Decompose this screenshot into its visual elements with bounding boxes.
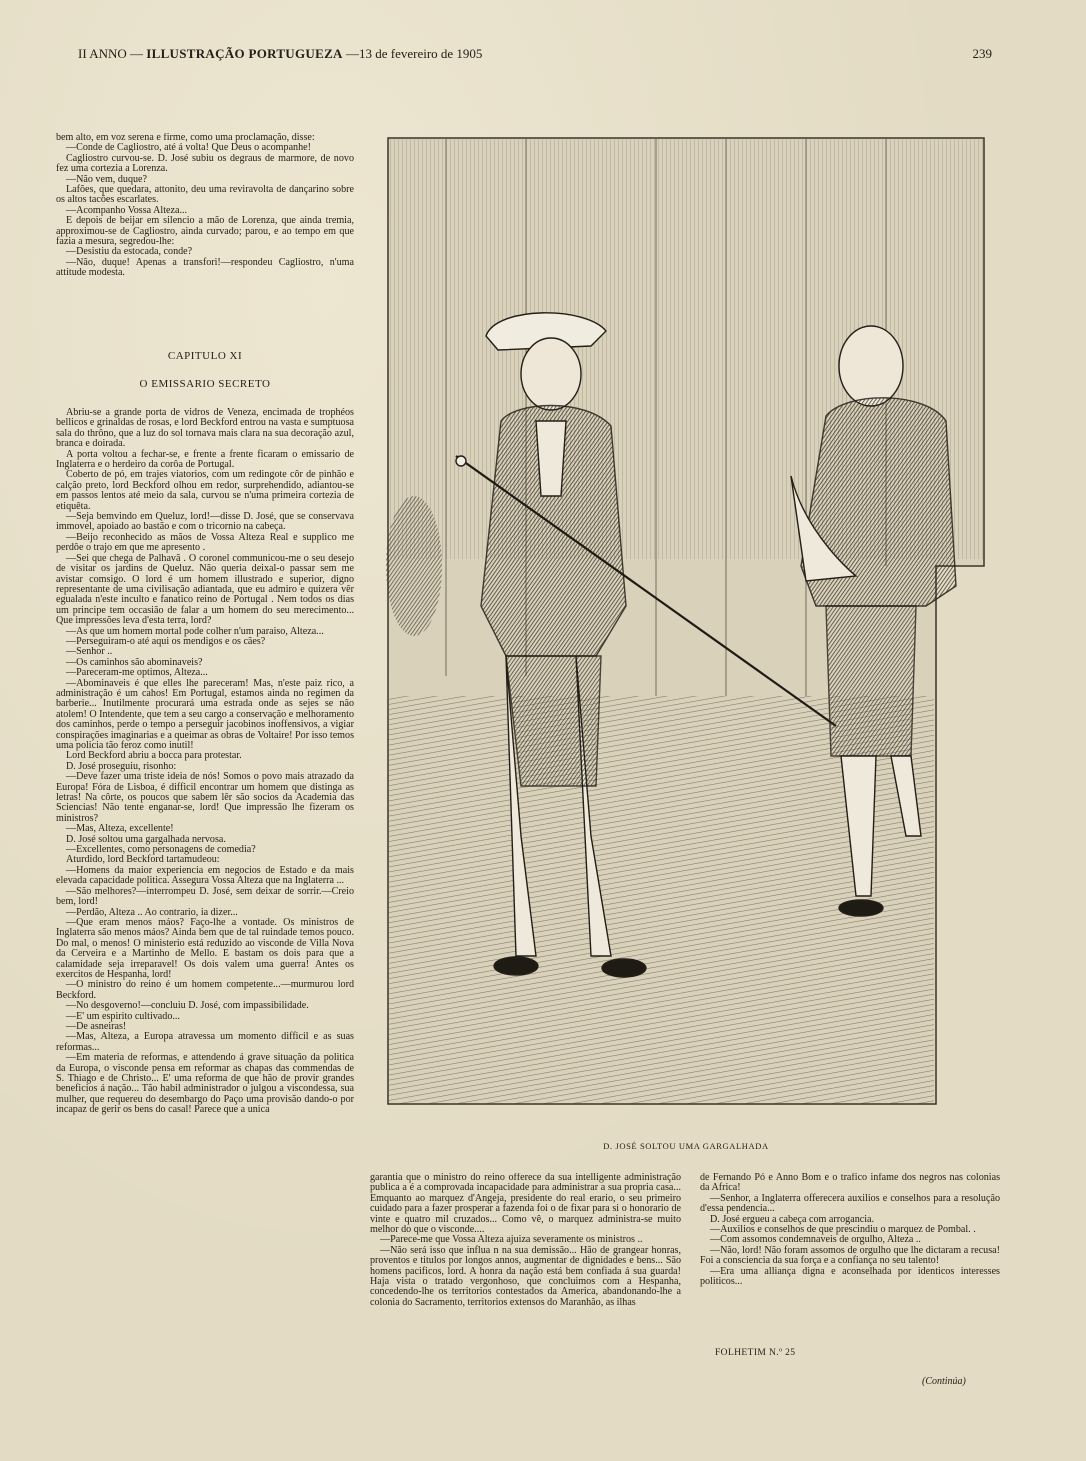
- paragraph: —Acompanho Vossa Alteza...: [66, 204, 188, 216]
- paragraph: Abriu-se a grande porta de vidros de Veneza, encimada de trophéos bellicos e grinaldas de rosas, e lord Beckford entrou na vasta e sumptuosa sala do thrôno, que a luz do sol tornava mais clara na sua decoração azul, branca e doirada.: [56, 408, 354, 450]
- paragraph: —Beijo reconhecido as mãos de Vossa Alteza Real e supplico me perdôe o trajo em que me apresento .: [56, 531, 354, 554]
- paragraph: —Os caminhos são abominaveis?: [66, 656, 203, 668]
- paragraph: —No desgoverno!—concluiu D. José, com impassibilidade.: [66, 1000, 309, 1012]
- paragraph: Lord Beckford abriu a bocca para protestar.: [66, 750, 242, 762]
- paragraph: garantia que o ministro do reino offerece da sua intelligente administração publica a é a comprovada incapacidade para administrar a sua propria casa... Emquanto ao marquez d'Angeja, presidente do real erario, o seu primeiro cuidado para a fazer prosperar a fazenda foi o de fixar para si o honorario de vinte e quatro mil cruzados... Como vê, o marquez administra-se muito melhor do que o visconde....: [370, 1173, 681, 1236]
- paragraph: Aturdido, lord Beckford tartamudeou:: [66, 854, 220, 866]
- page-number: 239: [972, 46, 992, 61]
- running-header: [78, 46, 992, 68]
- paragraph: —De asneiras!: [66, 1020, 127, 1032]
- issue-date: —13 de fevereiro de 1905: [345, 46, 483, 61]
- paragraph: —Conde de Cagliostro, até á volta! Que Deus o acompanhe!: [66, 142, 311, 154]
- column-2-text: [370, 1173, 681, 1393]
- paragraph: bem alto, em voz serena e firme, como uma proclamação, disse:: [56, 133, 315, 143]
- paragraph: —E' um espirito cultivado...: [66, 1010, 180, 1022]
- paragraph: Cagliostro curvou-se. D. José subiu os degraus de marmore, de novo fez uma cortezia a Lorenza.: [56, 152, 354, 175]
- paragraph: —Mas, Alteza, excellente!: [66, 823, 174, 835]
- paragraph: —As que um homem mortal pode colher n'um paraiso, Alteza...: [66, 625, 324, 637]
- paragraph: Coberto de pó, em trajes viatorios, com um redingote côr de pinhão e calção preto, lord Beckford olhou em redor, surprehendido, adiantou-se em passos lentos até meio da sala, curvou se n'uma primeira cortezia de etiquêta.: [56, 469, 354, 512]
- paragraph: —Não vem, duque?: [66, 173, 148, 185]
- paragraph: D. José soltou uma gargalhada nervosa.: [66, 833, 226, 845]
- paragraph: A porta voltou a fechar-se, e frente a frente ficaram o emissario de Inglaterra e o herdeiro da corôa de Portugal.: [56, 448, 354, 471]
- paragraph: —Excellentes, como personagens de comedia?: [66, 844, 256, 856]
- to-be-continued: (Continúa): [922, 1376, 966, 1387]
- illustration-caption: D. JOSÉ SOLTOU UMA GARGALHADA: [603, 1141, 769, 1151]
- column-3-text: [700, 1173, 1000, 1333]
- paragraph: —Perseguiram-o até aqui os mendigos e os cães?: [66, 635, 266, 647]
- paragraph: D. José proseguiu, risonho:: [66, 760, 177, 772]
- paragraph: —Não será isso que influa n na sua demissão... Hão de grangear honras, proventos e titulos por longos annos, augmentar de dignidades e bens... São homens pacificos, lord. A honra da nação está bem confiada á sua guarda! Haja vista o tratado vergonhoso, que concluimos com a Hespanha, concedendo-lhe os territorios contestados da America, abandonando-lhe a colonia do Sacramento, territorios extensos do Maranhão, as ilhas: [370, 1244, 681, 1308]
- illustration: [386, 136, 986, 1106]
- year-label: II ANNO —: [78, 46, 143, 61]
- paragraph: —Sei que chega de Palhavã . O coronel communicou-me o seu desejo de visitar os jardins de Queluz. Não queria deixal-o passar sem me avistar comsigo. O lord é um homem illustrado e superior, digno representante de uma civilisação adiantada, que eu admiro e quizera vêr egualada n'este inculto e fanatico reino de Portugal . Nem todos os dias um principe tem occasião de falar a um homem do seu merecimento... Que impressões leva d'esta terra, lord?: [56, 552, 354, 627]
- paragraph: de Fernando Pó e Anno Bom e o trafico infame dos negros nas colonias da Africa!: [700, 1173, 1000, 1194]
- paragraph: D. José ergueu a cabeça com arrogancia.: [710, 1213, 875, 1225]
- paragraph: —Não, lord! Não foram assomos de orgulho que lhe dictaram a recusa! Foi a consciencia da sua força e a confiança no seu talento!: [700, 1244, 1000, 1267]
- paragraph: —Homens da maior experiencia em negocios de Estado e da mais elevada capacidade politica. Assegura Vossa Alteza que na Inglaterra ...: [56, 864, 354, 887]
- paragraph: —Que eram menos máos? Faço-lhe a vontade. Os ministros de Inglaterra são menos máos? Ainda bem que de tal ruindade temos pouco. Do mal, o menos! O ministerio está reduzido ao visconde de Villa Nova da Cerveira e a Martinho de Mello. E bastam os dois para que a calamidade seja irreparavel! Os dois valem uma guerra! Antes os exercitos de Hespanha, lord!: [56, 916, 354, 980]
- paragraph: —O ministro do reino é um homem competente...—murmurou lord Beckford.: [56, 979, 354, 1001]
- paragraph: —Pareceram-me optimos, Alteza...: [66, 667, 208, 679]
- paragraph: E depois de beijar em silencio a mão de Lorenza, que ainda tremia, approximou-se de Cagliostro, ainda curvado; parou, e ao tempo em que fazia a mesura, segredou-lhe:: [56, 215, 354, 248]
- paragraph: Lafões, que quedara, attonito, deu uma reviravolta de dançarino sobre os altos tacões escarlates.: [56, 184, 354, 206]
- chair: [386, 496, 442, 636]
- paragraph: —Com assomos condemnaveis de orgulho, Alteza ..: [710, 1234, 921, 1246]
- paragraph: —Parece-me que Vossa Alteza ajuiza severamente os ministros ..: [380, 1234, 643, 1246]
- serial-number: FOLHETIM N.º 25: [715, 1348, 796, 1358]
- paragraph: —São melhores?—interrompeu D. José, sem deixar de sorrir.—Creio bem, lord!: [56, 885, 354, 908]
- column-1-main-text: [56, 408, 354, 1383]
- paragraph: —Auxilios e conselhos de que prescindiu o marquez de Pombal. .: [710, 1224, 976, 1236]
- paragraph: —Não, duque! Apenas a transfori!—respondeu Cagliostro, n'uma attitude modesta.: [56, 256, 354, 279]
- paragraph: —Deve fazer uma triste ideia de nós! Somos o povo mais atrazado da Europa! Fóra de Lisboa, é difficil encontrar um homem que distinga as letras! Na côrte, os poucos que sabem lêr são socios da Academia das Sciencias! Não tente enganar-se, lord! Que impressão lhe fizeram os ministros?: [56, 771, 354, 824]
- running-title: [78, 46, 482, 62]
- paragraph: —Era uma alliança digna e aconselhada por identicos interesses politicos...: [700, 1265, 1000, 1288]
- paragraph: —Seja bemvindo em Queluz, lord!—disse D. José, que se conservava immovel, apoiado ao bastão e com o tricornio na cabeça.: [56, 511, 354, 533]
- publication-name: ILLUSTRAÇÃO PORTUGUEZA: [146, 46, 343, 61]
- paragraph: —Mas, Alteza, a Europa atravessa um momento difficil e as suas reformas...: [56, 1031, 354, 1053]
- paragraph: —Desistiu da estocada, conde?: [66, 246, 193, 258]
- paragraph: —Abominaveis é que elles lhe pareceram! Mas, n'este paiz rico, a administração é um cahos! Em Portugal, estamos ainda no regimen da barberie... Inutilmente procurará uma estrada onde as sejes se não atolem! O Intendente, que tem a seu cargo a conservação e melhoramento dos caminhos, perde o tempo a perseguir jacobinos inoffensivos, a vigiar conspirações imaginarias e a queimar as obras de Voltaire! Por isso temos uma policia tão feroz como inutil!: [56, 677, 354, 751]
- paragraph: —Senhor, a Inglaterra offerecera auxilios e conselhos para a resolução d'essa pendencia...: [700, 1192, 1000, 1215]
- column-1-top-text: [56, 133, 354, 333]
- paragraph: —Em materia de reformas, e attendendo á grave situação da politica da Europa, o visconde pensa em reformar as chapas das commendas de S. Thiago e de Christo... E' uma reforma de que hão de provir grandes beneficios á nação... Tão habil administrador o julgou a viscondessa, sua mulher, que requereu do desembargo do Paço uma provisão dando-o por incapaz de gerir os bens do casal! Parece que a unica: [56, 1052, 354, 1116]
- paragraph: —Perdão, Alteza .. Ao contrario, ia dizer...: [66, 906, 238, 918]
- paragraph: —Senhor ..: [66, 646, 113, 658]
- chapter-title: O EMISSARIO SECRETO: [139, 378, 271, 390]
- chapter-number: CAPITULO XI: [167, 350, 243, 362]
